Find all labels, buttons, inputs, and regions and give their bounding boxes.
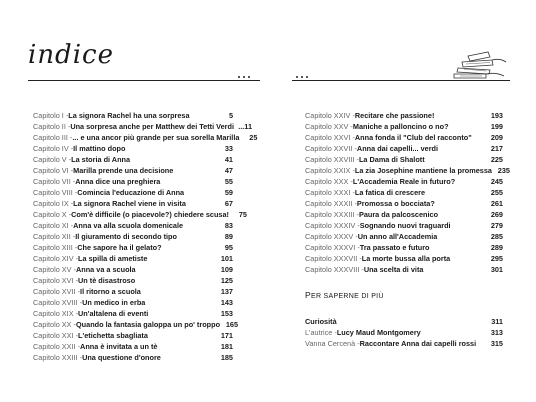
toc-entry[interactable] <box>305 176 503 187</box>
toc-entry[interactable] <box>305 220 503 231</box>
page-number: 125 <box>220 276 233 285</box>
page-number: 137 <box>220 287 233 296</box>
chapter-title: La signora Rachel viene in visita <box>73 199 186 208</box>
toc-entry[interactable] <box>33 231 233 242</box>
chapter-title: Comincia l'educazione di Anna <box>77 188 185 197</box>
section-heading <box>305 290 384 300</box>
page-number: 295 <box>490 254 503 263</box>
toc-entry[interactable] <box>33 110 233 121</box>
chapter-label: Capitolo XXXVI - <box>305 243 360 252</box>
ellipsis-dots-left <box>236 75 256 79</box>
appendix-list <box>305 316 503 349</box>
chapter-label: Capitolo VIII - <box>33 188 78 197</box>
chapter-label: Capitolo XX - <box>33 320 76 329</box>
page-number: 301 <box>490 265 503 274</box>
toc-entry[interactable] <box>33 264 233 275</box>
page-number: 261 <box>490 199 503 208</box>
chapter-title: La spilla di ametiste <box>78 254 148 263</box>
toc-entry[interactable] <box>33 132 258 143</box>
page-number: 315 <box>490 339 503 348</box>
chapter-label: Capitolo XXXVII - <box>305 254 362 263</box>
toc-entry[interactable] <box>33 275 233 286</box>
page-number: 165 <box>225 320 239 329</box>
chapter-label: Capitolo XVIII - <box>33 298 83 307</box>
page-number: 47 <box>224 166 233 175</box>
chapter-title: Tra passato e futuro <box>359 243 430 252</box>
toc-entry[interactable] <box>33 198 233 209</box>
page-number: 75 <box>238 210 247 219</box>
chapter-title: La zia Josephine mantiene la promessa <box>354 166 492 175</box>
chapter-label: Capitolo VII - <box>33 177 76 186</box>
chapter-title: Paura da palcoscenico <box>358 210 439 219</box>
chapter-title: La morte bussa alla porta <box>361 254 451 263</box>
chapter-label: Capitolo XI - <box>33 221 74 230</box>
page-number: 279 <box>490 221 503 230</box>
chapter-title: Recitare che passione! <box>354 111 435 120</box>
page-number: 83 <box>224 221 233 230</box>
chapter-title: Anna fonda il "Club del racconto" <box>354 133 472 142</box>
page-number: 171 <box>220 331 233 340</box>
page-number: 67 <box>224 199 233 208</box>
toc-entry[interactable] <box>305 338 503 349</box>
chapter-title: Il ritorno a scuola <box>80 287 141 296</box>
entry-label: Vanna Cercenà - <box>305 339 360 348</box>
entry-title: Lucy Maud Montgomery <box>336 328 421 337</box>
chapter-label: Capitolo IX - <box>33 199 74 208</box>
chapter-title: Marilla prende una decisione <box>73 166 174 175</box>
page-number: 269 <box>490 210 503 219</box>
toc-entry[interactable] <box>305 165 510 176</box>
toc-entry[interactable] <box>33 253 233 264</box>
chapter-title: Com'è difficile (o piacevole?) chiedere scusa! <box>71 210 229 219</box>
toc-entry[interactable] <box>33 143 233 154</box>
chapter-label: Capitolo XXIV - <box>305 111 355 120</box>
chapter-title: Che sapore ha il gelato? <box>77 243 162 252</box>
chapter-label: Capitolo XXXIII - <box>305 210 359 219</box>
chapter-title: Una sorpresa anche per Matthew dei Tetti Verdi <box>70 122 234 131</box>
ellipsis-dots-right <box>294 75 310 79</box>
toc-entry[interactable] <box>305 121 503 132</box>
chapter-label: Capitolo XXVII - <box>305 144 357 153</box>
toc-entry[interactable] <box>33 286 233 297</box>
toc-entry[interactable] <box>305 264 503 275</box>
section-heading-rest: ER SAPERNE DI PIÙ <box>310 293 384 300</box>
chapter-label: Capitolo XXXVIII - <box>305 265 364 274</box>
toc-entry[interactable] <box>305 110 503 121</box>
chapter-label: Capitolo III - <box>33 133 73 142</box>
chapter-label: Capitolo XXVIII - <box>305 155 359 164</box>
chapter-label: Capitolo XIX - <box>33 309 79 318</box>
toc-entry[interactable] <box>305 187 503 198</box>
chapter-label: Capitolo XXIII - <box>33 353 83 362</box>
title-rule-right <box>292 80 510 81</box>
chapter-label: Capitolo XXXI - <box>305 188 355 197</box>
toc-entry[interactable] <box>305 327 503 338</box>
page-number: 101 <box>220 254 233 263</box>
chapter-title: Un anno all'Accademia <box>357 232 438 241</box>
chapter-title: ... e una ancor più grande per sua sorella Marilla <box>72 133 240 142</box>
chapter-label: Capitolo IV - <box>33 144 74 153</box>
page-number: 313 <box>490 328 503 337</box>
chapter-label: Capitolo VI - <box>33 166 74 175</box>
chapter-title: Il mattino dopo <box>73 144 126 153</box>
page-number: 311 <box>491 317 503 326</box>
chapter-title: Anna dice una preghiera <box>75 177 161 186</box>
chapter-label: Capitolo XXII - <box>33 342 81 351</box>
books-stack-icon <box>448 50 508 80</box>
chapter-label: Capitolo V - <box>33 155 72 164</box>
chapter-label: Capitolo XXXIV - <box>305 221 360 230</box>
toc-entry[interactable] <box>33 154 233 165</box>
page-number: 193 <box>490 111 503 120</box>
toc-entry[interactable] <box>33 308 233 319</box>
toc-entry[interactable] <box>33 209 247 220</box>
page-number: 285 <box>490 232 503 241</box>
chapter-label: Capitolo II - <box>33 122 71 131</box>
toc-entry[interactable] <box>305 132 503 143</box>
chapter-label: Capitolo XXIX - <box>305 166 355 175</box>
chapter-title: Il giuramento di secondo tipo <box>75 232 177 241</box>
toc-entry[interactable] <box>305 198 503 209</box>
toc-column-left <box>33 110 258 363</box>
chapter-label: Capitolo XIII - <box>33 243 78 252</box>
section-heading-initial: P <box>305 290 311 300</box>
chapter-title: Un'altalena di eventi <box>78 309 149 318</box>
toc-entry[interactable] <box>33 319 239 330</box>
page-number: 143 <box>220 298 233 307</box>
chapter-label: Capitolo XXXV - <box>305 232 358 241</box>
page-number: 181 <box>220 342 233 351</box>
entry-label: L'autrice - <box>305 328 337 337</box>
chapter-title: L'Accademia Reale in futuro? <box>352 177 456 186</box>
chapter-label: Capitolo XV - <box>33 265 76 274</box>
chapter-label: Capitolo XVII - <box>33 287 81 296</box>
toc-entry[interactable] <box>305 242 503 253</box>
toc-entry[interactable] <box>305 209 503 220</box>
toc-entry[interactable] <box>305 316 503 327</box>
page-number: 199 <box>490 122 503 131</box>
page-number: 217 <box>490 144 503 153</box>
chapter-label: Capitolo XII - <box>33 232 76 241</box>
page-number: 33 <box>224 144 233 153</box>
page-number: ...11 <box>238 122 252 131</box>
page-title: indice <box>28 40 114 70</box>
page-number: 25 <box>249 133 258 142</box>
toc-column-right <box>305 110 510 275</box>
page-number: 89 <box>224 232 233 241</box>
page-number: 225 <box>490 155 503 164</box>
page-number: 255 <box>490 188 503 197</box>
entry-title: Curiosità <box>305 317 337 326</box>
toc-entry[interactable] <box>33 220 233 231</box>
page-number: 289 <box>490 243 503 252</box>
page-number: 153 <box>220 309 233 318</box>
entry-title: Raccontare Anna dai capelli rossi <box>359 339 477 348</box>
page-number: 95 <box>224 243 233 252</box>
chapter-title: Anna va a scuola <box>76 265 136 274</box>
page-number: 209 <box>490 133 503 142</box>
chapter-title: Una questione d'onore <box>82 353 161 362</box>
chapter-title: Anna dai capelli... verdi <box>356 144 439 153</box>
toc-entry[interactable] <box>33 297 233 308</box>
page-number: 5 <box>228 111 233 120</box>
chapter-title: Un tè disastroso <box>78 276 136 285</box>
chapter-title: La storia di Anna <box>71 155 131 164</box>
toc-entry[interactable] <box>305 143 503 154</box>
toc-entry[interactable] <box>33 121 252 132</box>
chapter-label: Capitolo XXVI - <box>305 133 355 142</box>
toc-entry[interactable] <box>33 176 233 187</box>
toc-entry[interactable] <box>305 253 503 264</box>
chapter-title: Anna è invitata a un tè <box>80 342 158 351</box>
toc-entry[interactable] <box>33 352 233 363</box>
chapter-title: La Dama di Shalott <box>358 155 425 164</box>
title-rule-left <box>28 80 260 81</box>
chapter-title: Sognando nuovi traguardi <box>359 221 451 230</box>
chapter-label: Capitolo XXV - <box>305 122 353 131</box>
page-number: 55 <box>224 177 233 186</box>
chapter-title: L'etichetta sbagliata <box>78 331 148 340</box>
chapter-title: Quando la fantasia galoppa un po' troppo <box>76 320 221 329</box>
page-number: 235 <box>497 166 510 175</box>
page-number: 41 <box>224 155 233 164</box>
toc-entry[interactable] <box>33 341 233 352</box>
page-number: 109 <box>220 265 233 274</box>
page-number: 185 <box>220 353 233 362</box>
toc-entry[interactable] <box>305 231 503 242</box>
toc-entry[interactable] <box>33 165 233 176</box>
toc-entry[interactable] <box>305 154 503 165</box>
chapter-label: Capitolo XIV - <box>33 254 79 263</box>
page-number: 59 <box>224 188 233 197</box>
toc-entry[interactable] <box>33 187 233 198</box>
chapter-label: Capitolo XXXII - <box>305 199 357 208</box>
page-number: 245 <box>490 177 503 186</box>
chapter-title: Una scelta di vita <box>363 265 424 274</box>
chapter-label: Capitolo X - <box>33 210 72 219</box>
chapter-title: La fatica di crescere <box>354 188 426 197</box>
chapter-label: Capitolo I - <box>33 111 69 120</box>
toc-entry[interactable] <box>33 242 233 253</box>
chapter-label: Capitolo XVI - <box>33 276 79 285</box>
chapter-title: Promossa o bocciata? <box>356 199 435 208</box>
chapter-label: Capitolo XXI - <box>33 331 79 340</box>
chapter-title: Maniche a palloncino o no? <box>352 122 449 131</box>
chapter-title: Un medico in erba <box>82 298 146 307</box>
toc-entry[interactable] <box>33 330 233 341</box>
chapter-label: Capitolo XXX - <box>305 177 353 186</box>
chapter-title: Anna va alla scuola domenicale <box>73 221 184 230</box>
chapter-title: La signora Rachel ha una sorpresa <box>68 111 190 120</box>
